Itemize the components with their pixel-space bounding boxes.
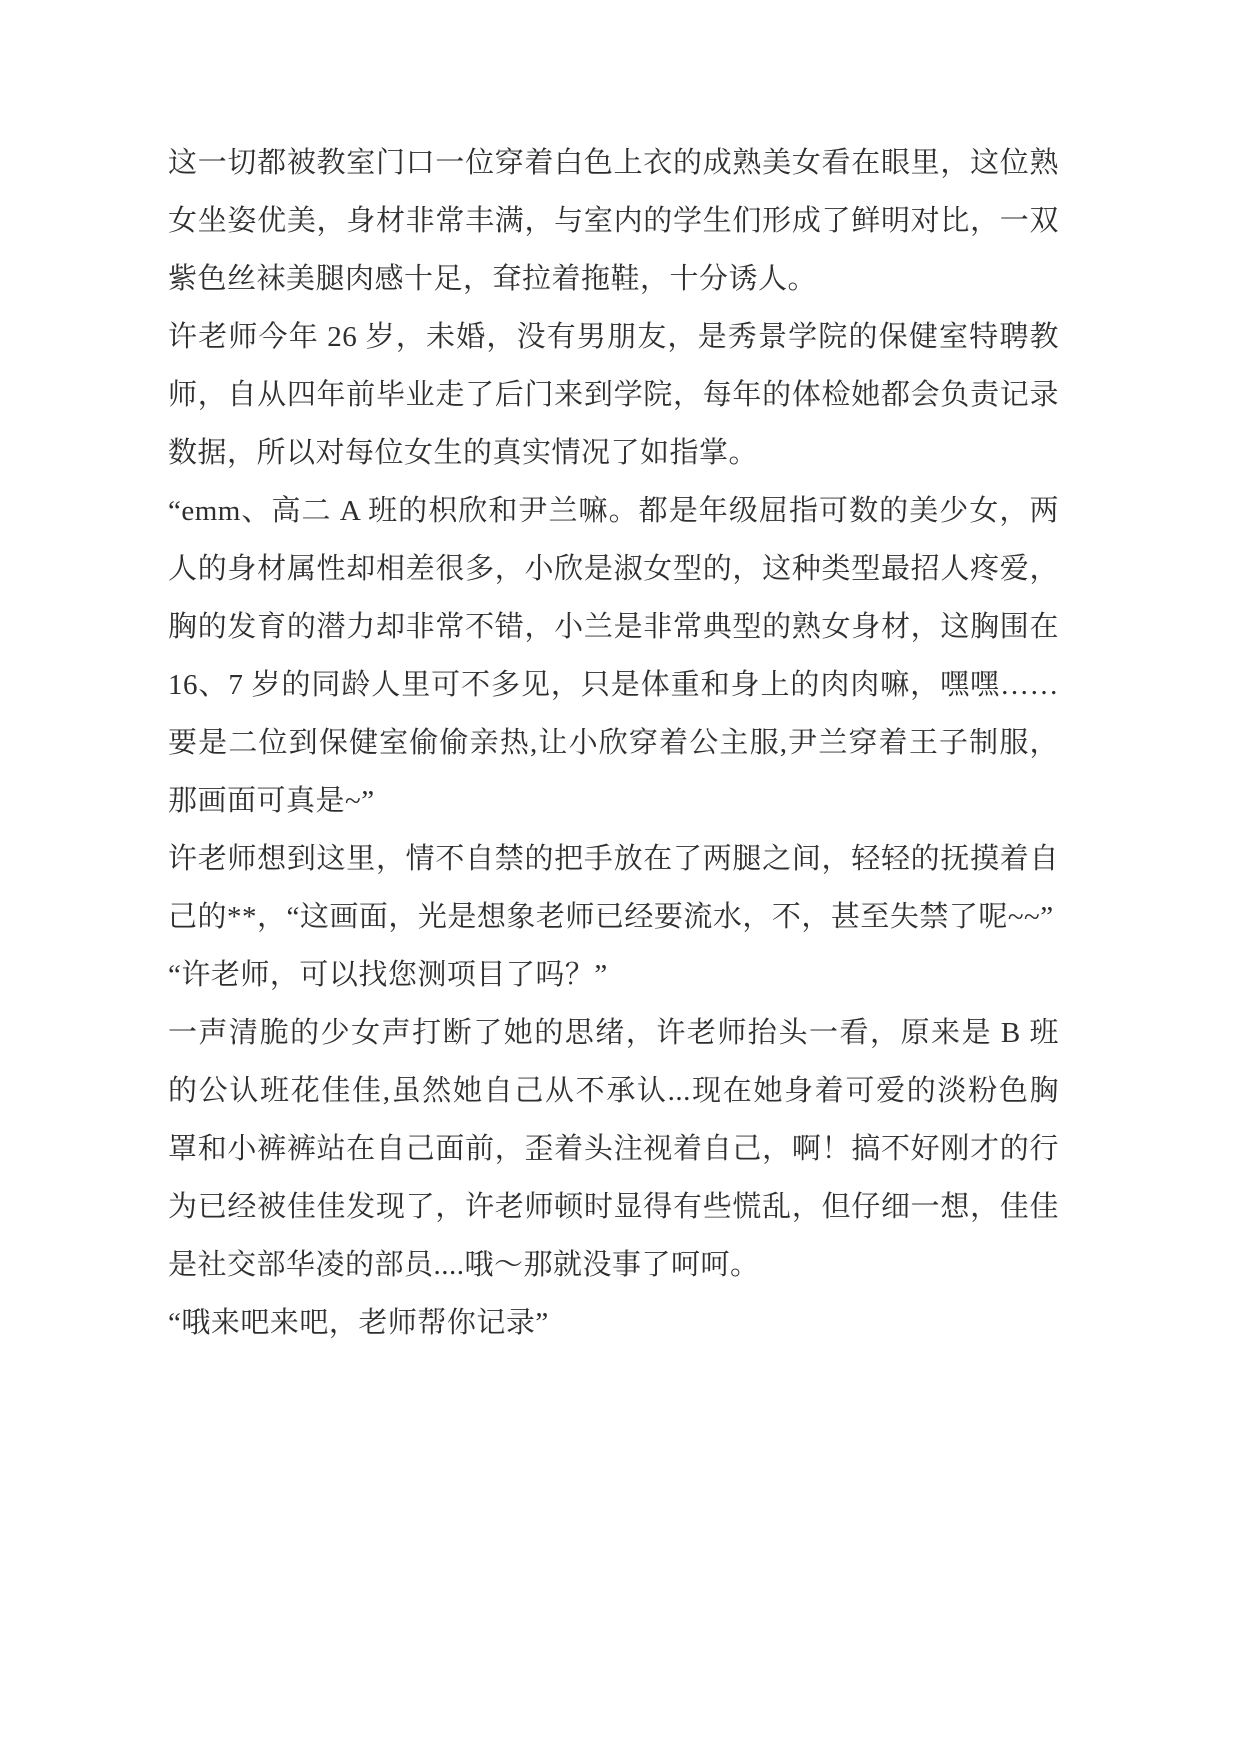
- text-line: 数据，所以对每位女生的真实情况了如指掌。: [168, 437, 759, 469]
- text-line: 罩和小裤裤站在自己面前，歪着头注视着自己，啊！搞不好刚才的行: [168, 1133, 1059, 1165]
- text-line: 女坐姿优美，身材非常丰满，与室内的学生们形成了鲜明对比，一双: [168, 205, 1059, 237]
- text-line: 胸的发育的潜力却非常不错，小兰是非常典型的熟女身材，这胸围在: [168, 611, 1059, 643]
- text-line: “emm、高二 A 班的枳欣和尹兰嘛。都是年级屈指可数的美少女，两: [168, 495, 1059, 527]
- text-line: 是社交部华凌的部员....哦～那就没事了呵呵。: [168, 1249, 760, 1281]
- text-line: 紫色丝袜美腿肉感十足，耷拉着拖鞋，十分诱人。: [168, 263, 818, 295]
- text-line: “许老师，可以找您测项目了吗？”: [168, 959, 608, 991]
- text-line: 许老师想到这里，情不自禁的把手放在了两腿之间，轻轻的抚摸着自: [168, 843, 1059, 875]
- text-line: 16、7 岁的同龄人里可不多见，只是体重和身上的肉肉嘛，嘿嘿……: [168, 669, 1059, 701]
- text-line: “哦来吧来吧，老师帮你记录”: [168, 1307, 549, 1339]
- document-body: [168, 134, 1059, 1352]
- text-line: 己的**，“这画面，光是想象老师已经要流水，不，甚至失禁了呢~~”: [168, 901, 1054, 933]
- text-line: 一声清脆的少女声打断了她的思绪，许老师抬头一看，原来是 B 班: [168, 1017, 1059, 1049]
- text-line: 要是二位到保健室偷偷亲热,让小欣穿着公主服,尹兰穿着王子制服，: [168, 727, 1059, 759]
- text-line: 这一切都被教室门口一位穿着白色上衣的成熟美女看在眼里，这位熟: [168, 147, 1059, 179]
- text-line: 的公认班花佳佳,虽然她自己从不承认...现在她身着可爱的淡粉色胸: [168, 1075, 1059, 1107]
- text-line: 人的身材属性却相差很多，小欣是淑女型的，这种类型最招人疼爱，: [168, 553, 1059, 585]
- text-line: 为已经被佳佳发现了，许老师顿时显得有些慌乱，但仔细一想，佳佳: [168, 1191, 1059, 1223]
- text-line: 许老师今年 26 岁，未婚，没有男朋友，是秀景学院的保健室特聘教: [168, 321, 1059, 353]
- text-line: 那画面可真是~”: [168, 785, 375, 817]
- text-line: 师，自从四年前毕业走了后门来到学院，每年的体检她都会负责记录: [168, 379, 1059, 411]
